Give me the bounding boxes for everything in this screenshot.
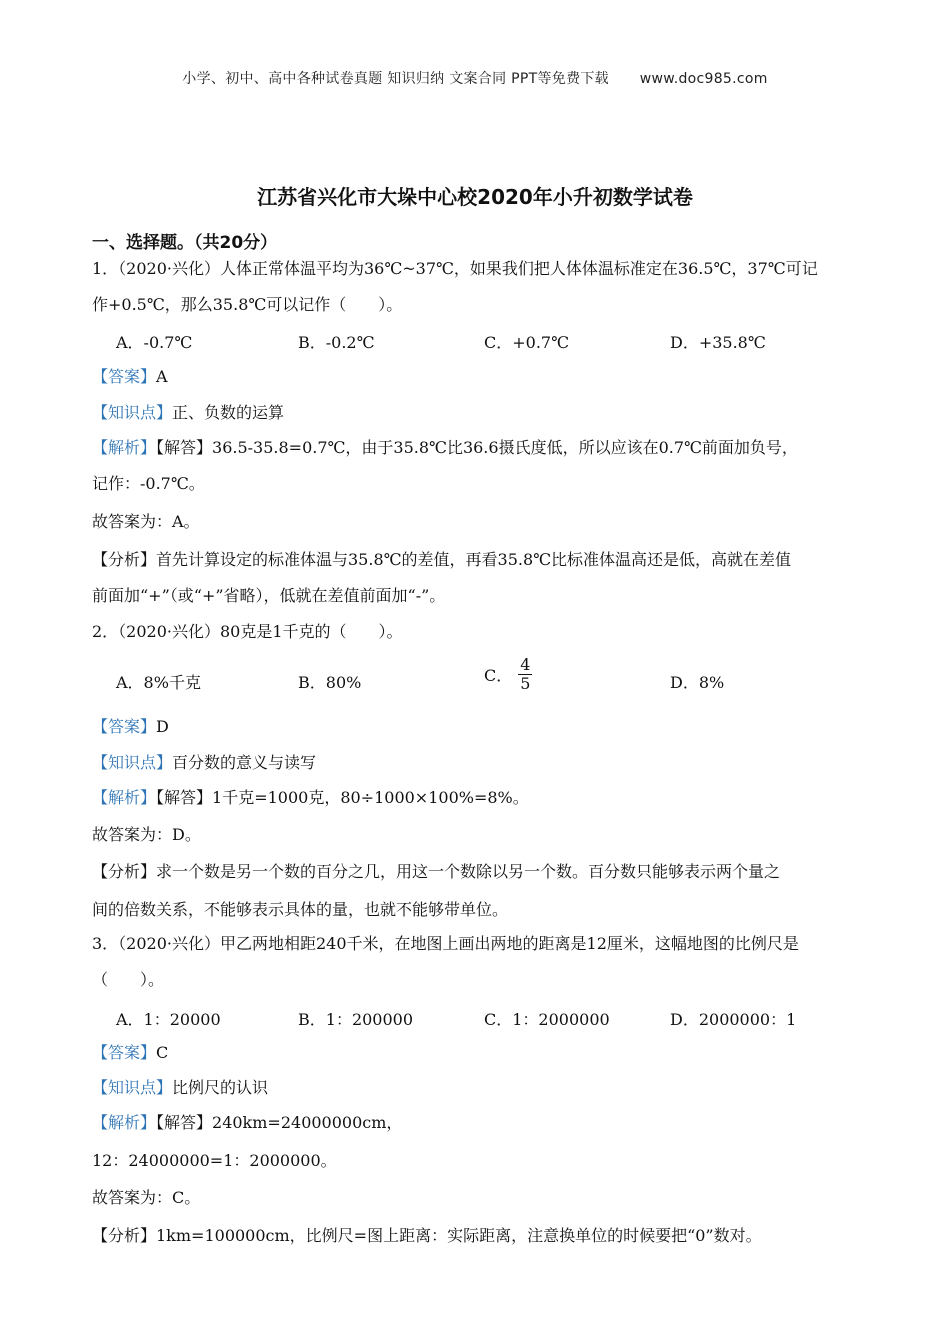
question-1-stem: 1．（2020·兴化）人体正常体温平均为36℃~37℃，如果我们把人体体温标准定在36.5℃，37℃可记 xyxy=(92,259,818,278)
analysis-text: 【解答】36.5-35.8=0.7℃，由于35.8℃比36.6摄氏度低，所以应该在0.7℃前面加负号， xyxy=(156,438,798,457)
page-title: 江苏省兴化市大垛中心校2020年小升初数学试卷 xyxy=(257,185,693,209)
analysis-tag: 【解析】 xyxy=(92,1113,157,1132)
option-c: C．+0.7℃ xyxy=(484,333,569,352)
knowledge-tag: 【知识点】 xyxy=(92,753,173,772)
question-1-reasoning-cont: 前面加“+”（或“+”省略），低就在差值前面加“-”。 xyxy=(92,586,446,605)
question-3-conclusion: 故答案为：C。 xyxy=(92,1188,201,1207)
question-1-options xyxy=(116,330,876,354)
knowledge-tag: 【知识点】 xyxy=(92,1078,173,1097)
answer-tag: 【答案】 xyxy=(92,367,157,386)
answer-value: C xyxy=(156,1043,169,1062)
question-2-options xyxy=(116,655,876,708)
option-b: B．-0.2℃ xyxy=(298,333,375,352)
question-2-analysis xyxy=(92,788,882,808)
question-2-answer xyxy=(92,717,882,737)
question-2-knowledge xyxy=(92,753,882,773)
option-b: B．80% xyxy=(298,673,362,692)
option-c: C．1：2000000 xyxy=(484,1010,610,1029)
question-2-reasoning-cont: 间的倍数关系，不能够表示具体的量，也就不能够带单位。 xyxy=(92,900,509,919)
option-d: D．2000000：1 xyxy=(670,1010,797,1029)
question-1-analysis xyxy=(92,438,882,458)
question-2-conclusion: 故答案为：D。 xyxy=(92,825,201,844)
analysis-tag: 【解析】 xyxy=(92,788,157,807)
knowledge-value: 百分数的意义与读写 xyxy=(172,753,317,772)
analysis-text: 【解答】240km=24000000cm， xyxy=(156,1113,403,1132)
knowledge-value: 比例尺的认识 xyxy=(172,1078,269,1097)
question-3-knowledge xyxy=(92,1078,882,1098)
fraction-numerator: 4 xyxy=(520,655,531,674)
question-1-reasoning: 【分析】首先计算设定的标准体温与35.8℃的差值，再看35.8℃比标准体温高还是低，高就在差值 xyxy=(92,550,792,569)
option-d: D．+35.8℃ xyxy=(670,333,766,352)
knowledge-value: 正、负数的运算 xyxy=(172,403,285,422)
page-header xyxy=(0,68,950,88)
analysis-text: 【解答】1千克=1000克，80÷1000×100%=8%。 xyxy=(156,788,529,807)
analysis-tag: 【解析】 xyxy=(92,438,157,457)
knowledge-tag: 【知识点】 xyxy=(92,403,173,422)
fraction-denominator: 5 xyxy=(520,674,531,693)
question-1-analysis-cont: 记作：-0.7℃。 xyxy=(92,474,205,493)
question-3-answer xyxy=(92,1043,882,1063)
answer-tag: 【答案】 xyxy=(92,717,157,736)
question-2-reasoning: 【分析】求一个数是另一个数的百分之几，用这一个数除以另一个数。百分数只能够表示两个量之 xyxy=(92,862,781,881)
option-a: A．1：20000 xyxy=(116,1010,221,1029)
option-b: B．1：200000 xyxy=(298,1010,414,1029)
question-3-options xyxy=(116,1007,876,1031)
option-a: A．8%千克 xyxy=(116,673,201,692)
option-d: D．8% xyxy=(670,673,725,692)
option-c-label: C． xyxy=(484,666,513,685)
question-3-stem: 3．（2020·兴化）甲乙两地相距240千米，在地图上画出两地的距离是12厘米，这幅地图的比例尺是 xyxy=(92,934,799,953)
header-site-link[interactable]: www.doc985.com xyxy=(639,71,768,87)
question-1-stem-cont: 作+0.5℃，那么35.8℃可以记作（ ）。 xyxy=(92,295,403,314)
header-text: 小学、初中、高中各种试卷真题 知识归纳 文案合同 PPT等免费下载 xyxy=(182,71,609,87)
option-a: A．-0.7℃ xyxy=(116,333,193,352)
answer-value: A xyxy=(156,367,168,386)
question-3-analysis xyxy=(92,1113,882,1133)
section-heading: 一、选择题。（共20分） xyxy=(92,233,278,253)
question-1-conclusion: 故答案为：A。 xyxy=(92,512,200,531)
question-2-stem: 2．（2020·兴化）80克是1千克的（ ）。 xyxy=(92,622,403,641)
answer-tag: 【答案】 xyxy=(92,1043,157,1062)
question-3-stem-cont: （ ）。 xyxy=(92,970,165,989)
question-1-answer xyxy=(92,367,882,387)
option-c xyxy=(484,656,532,693)
fraction xyxy=(518,656,532,693)
question-1-knowledge xyxy=(92,403,882,423)
question-3-reasoning: 【分析】1km=100000cm，比例尺=图上距离：实际距离，注意换单位的时候要把“0”数对。 xyxy=(92,1226,762,1245)
answer-value: D xyxy=(156,717,169,736)
question-3-analysis-cont: 12：24000000=1：2000000。 xyxy=(92,1151,337,1170)
